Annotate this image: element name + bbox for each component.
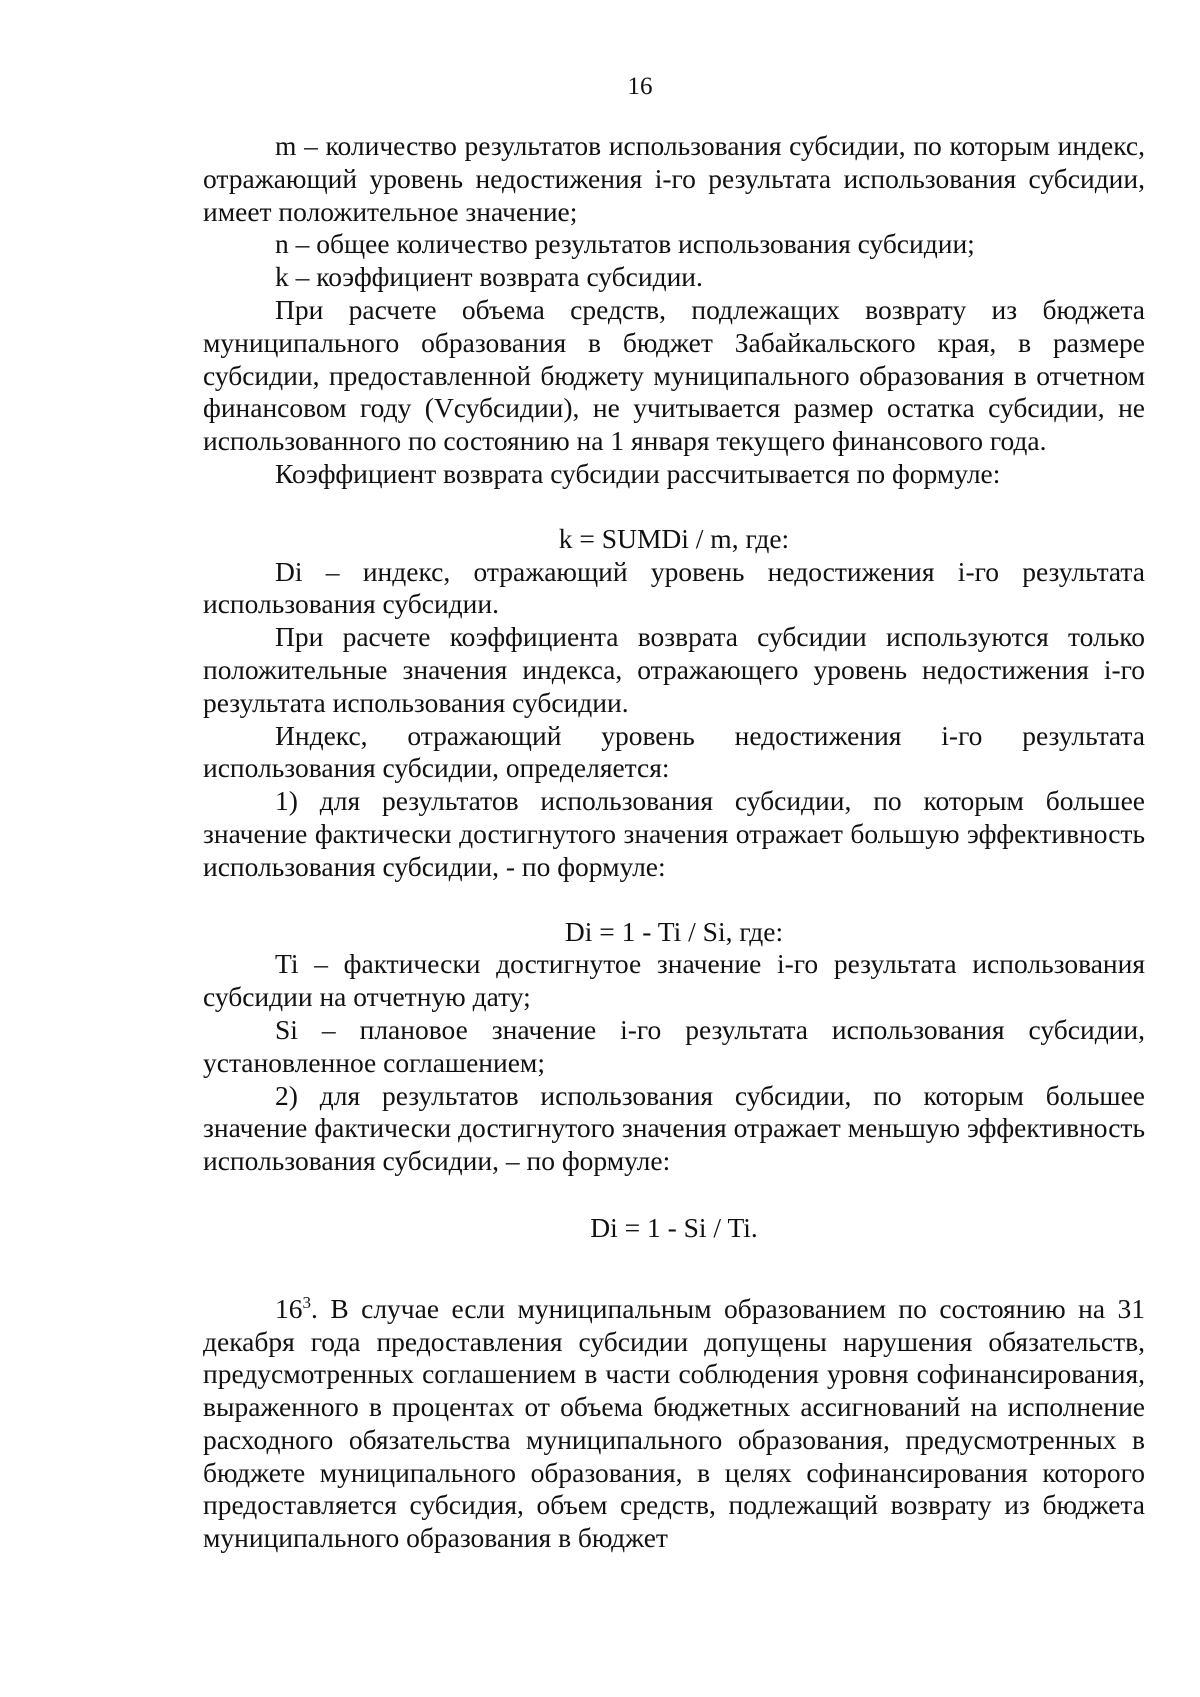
paragraph-index-determined: Индекс, отражающий уровень недостижения i-го результата использования субсидии, определяется: <box>203 719 1145 784</box>
paragraph-k-definition: k – коэффициент возврата субсидии. <box>275 261 703 293</box>
paragraph-coefficient-intro: Коэффициент возврата субсидии рассчитывается по формуле: <box>275 457 1001 489</box>
formula-di-1: Di = 1 - Ti / Si, где: <box>564 915 784 947</box>
paragraph-m-definition: m – количество результатов использования субсидии, по которым индекс, отражающий уровень недостижения i-го результата использования субсидии, имеет положительное значение; <box>203 130 1145 227</box>
paragraph-positive-values: При расчете коэффициента возврата субсидии используются только положительные значения индекса, отражающего уровень недостижения i-го результата использования субсидии. <box>203 621 1145 718</box>
section-number: 16 <box>275 1292 303 1324</box>
section-text: . В случае если муниципальным образованием по состоянию на 31 декабря года предоставления субсидии допущены нарушения обязательств, предусмотренных соглашением в части соблюдения уровня софинансирования, выраженного в процентах от объема бюджетных ассигнований на исполнение расходного обязательства муниципального образования, предусмотренных в бюджете муниципального образования, в целях софинансирования которого предоставляется субсидия, объем средств, подлежащий возврату из бюджета муниципального образования в бюджет <box>203 1292 1145 1554</box>
paragraph-volume-calculation: При расчете объема средств, подлежащих возврату из бюджета муниципального образования в бюджет Забайкальского края, в размере субсидии, предоставленной бюджету муниципального образования в отчетном финансовом году (Vсубсидии), не учитывается размер остатка субсидии, не использованного по состоянию на 1 января текущего финансового года. <box>203 293 1145 457</box>
formula-di-2: Di = 1 - Si / Ti. <box>590 1211 758 1243</box>
section-superscript: 3 <box>302 1292 311 1312</box>
page-number: 16 <box>627 73 653 100</box>
paragraph-di-definition: Di – индекс, отражающий уровень недостижения i-го результата использования субсидии. <box>203 555 1145 620</box>
paragraph-section-16-3 <box>203 1293 1145 1555</box>
formula-k: k = SUMDi / m, где: <box>558 522 790 554</box>
paragraph-si-definition: Si – плановое значение i-го результата использования субсидии, установленное соглашением; <box>203 1013 1145 1078</box>
document-body <box>203 130 1145 1555</box>
paragraph-case-1: 1) для результатов использования субсидии, по которым большее значение фактически достигнутого значения отражает большую эффективность использования субсидии, - по формуле: <box>203 785 1145 882</box>
paragraph-case-2: 2) для результатов использования субсидии, по которым большее значение фактически достигнутого значения отражает меньшую эффективность использования субсидии, – по формуле: <box>203 1079 1145 1177</box>
paragraph-n-definition: n – общее количество результатов использования субсидии; <box>275 228 975 260</box>
paragraph-ti-definition: Ti – фактически достигнутое значение i-го результата использования субсидии на отчетную дату; <box>203 948 1145 1013</box>
